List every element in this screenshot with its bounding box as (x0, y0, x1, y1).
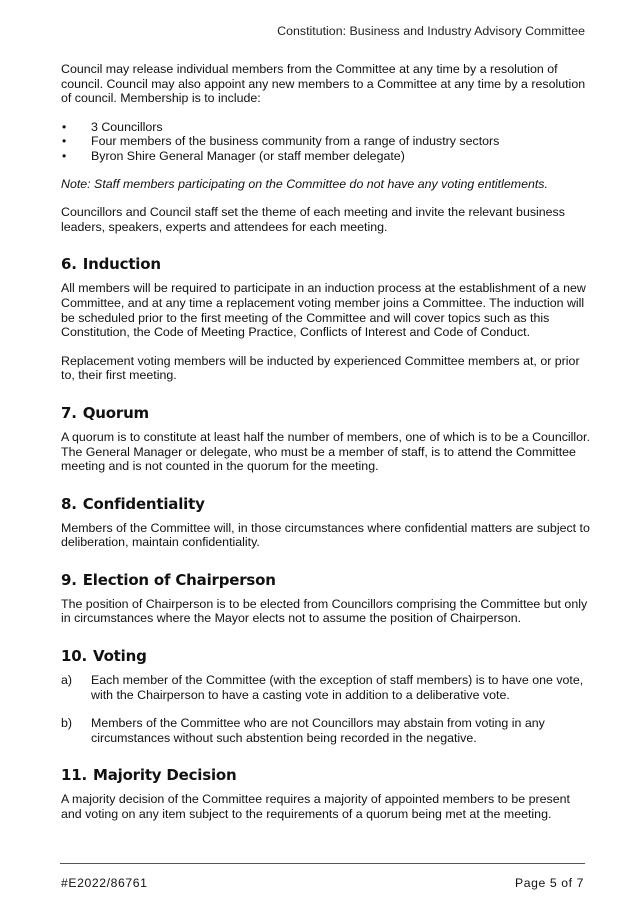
item-text: Members of the Committee who are not Councillors may abstain from voting in any circumstances without such abstention being recorded in the negative. (91, 716, 545, 745)
intro-paragraph-2: Councillors and Council staff set the theme of each meeting and invite the relevant business leaders, speakers, experts and attendees for each meeting. (61, 205, 565, 234)
list-item: • Byron Shire General Manager (or staff member delegate) (61, 149, 591, 164)
section-heading-quorum (61, 404, 591, 422)
section-number: 9. (61, 570, 77, 589)
section-title: Confidentiality (82, 494, 205, 513)
chairperson-paragraph: The position of Chairperson is to be elected from Councillors comprising the Committee but only in circumstances where the Mayor elects not to assume the position of Chairperson. (61, 596, 588, 626)
section-heading-majority (61, 766, 591, 784)
membership-list (61, 120, 591, 164)
item-label: a) (61, 673, 73, 688)
item-label: b) (61, 716, 73, 731)
section-number: 6. (61, 255, 77, 274)
section-title: Quorum (82, 403, 149, 422)
page-number: Page 5 of 7 (515, 876, 584, 890)
section-title: Election of Chairperson (82, 570, 276, 589)
running-header: Constitution: Business and Industry Advisory Committee (277, 24, 585, 38)
induction-paragraph: All members will be required to participate in an induction process at the establishment of a new Committee, and at any time a replacement voting member joins a Committee. The induction will be scheduled prior to the first meeting of the Committee and will cover topics such as this Constitution, the Code of Meeting Practice, Conflicts of Interest and Code of Conduct. (61, 281, 586, 340)
section-title: Induction (82, 255, 161, 274)
list-item: • Four members of the business community from a range of industry sectors (61, 134, 591, 149)
document-body (61, 62, 591, 822)
staff-note: Note: Staff members participating on the Committee do not have any voting entitlements. (61, 176, 548, 191)
section-title: Voting (92, 647, 147, 666)
section-number: 7. (61, 403, 77, 422)
majority-paragraph: A majority decision of the Committee requires a majority of appointed members to be present and voting on any item subject to the requirements of a quorum being met at the meeting. (61, 792, 570, 822)
document-id: #E2022/86761 (61, 876, 148, 890)
voting-item (61, 716, 591, 745)
item-text: Each member of the Committee (with the exception of staff members) is to have one vote, with the Chairperson to have a casting vote in addition to a deliberative vote. (91, 673, 584, 702)
intro-paragraph: Council may release individual members from the Committee at any time by a resolution of council. Council may also appoint any new members to a Committee at any time by a resolution of council. Membership is to include: (61, 62, 586, 106)
list-item: • 3 Councillors (61, 120, 591, 135)
quorum-paragraph: A quorum is to constitute at least half the number of members, one of which is to be a Councillor. The General Manager or delegate, who must be a member of staff, is to attend the Committee meeting and is not counted in the quorum for the meeting. (61, 429, 590, 474)
section-heading-voting (61, 647, 591, 665)
section-heading-induction (61, 255, 591, 273)
section-number: 10. (61, 647, 87, 666)
induction-paragraph-2: Replacement voting members will be inducted by experienced Committee members at, or prior to, their first meeting. (61, 353, 580, 383)
section-heading-chairperson (61, 571, 591, 589)
section-number: 11. (61, 766, 87, 785)
footer-divider (60, 863, 585, 864)
voting-item (61, 673, 591, 702)
confidentiality-paragraph: Members of the Committee will, in those circumstances where confidential matters are subject to deliberation, maintain confidentiality. (61, 520, 590, 550)
section-heading-confidentiality (61, 495, 591, 513)
section-title: Majority Decision (92, 766, 237, 785)
section-number: 8. (61, 494, 77, 513)
